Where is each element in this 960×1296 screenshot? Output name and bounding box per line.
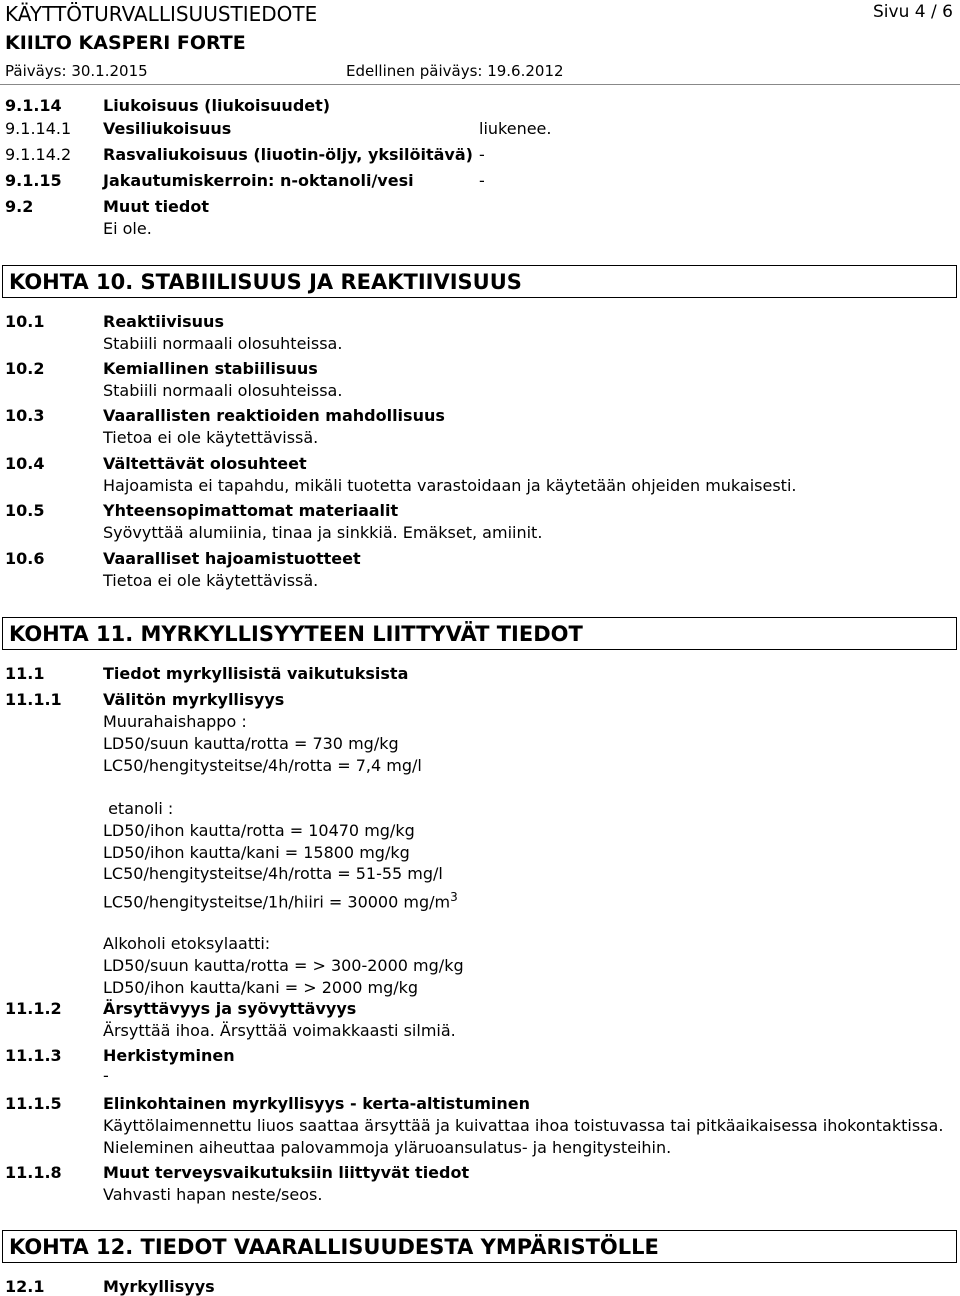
toxicity-line: LC50/hengitysteitse/4h/rotta = 51-55 mg/l — [103, 864, 443, 883]
section-12-heading: KOHTA 12. TIEDOT VAARALLISUUDESTA YMPÄRISTÖLLE — [2, 1230, 957, 1263]
toxicity-line-text: LC50/hengitysteitse/1h/hiiri = 30000 mg/m — [103, 892, 451, 912]
item-text: Tietoa ei ole käytettävissä. — [103, 428, 319, 447]
item-label: Elinkohtainen myrkyllisyys - kerta-altistuminen — [103, 1094, 531, 1113]
row-value: - — [479, 171, 485, 190]
item-label: Reaktiivisuus — [103, 312, 224, 331]
item-text: Tietoa ei ole käytettävissä. — [103, 571, 319, 590]
item-text: - — [103, 1066, 109, 1085]
row-value: liukenee. — [479, 119, 552, 138]
item-number: 10.6 — [5, 549, 45, 568]
superscript-3: 3 — [450, 890, 458, 904]
item-number: 10.4 — [5, 454, 45, 473]
issue-date: Päiväys: 30.1.2015 — [5, 62, 148, 80]
item-label: Vaarallisten reaktioiden mahdollisuus — [103, 406, 445, 425]
item-label: Muut terveysvaikutuksiin liittyvät tiedot — [103, 1163, 470, 1182]
item-number: 10.2 — [5, 359, 45, 378]
toxicity-line: Muurahaishappo : — [103, 712, 247, 731]
item-label: Ärsyttävyys ja syövyttävyys — [103, 999, 357, 1018]
item-text: Vahvasti hapan neste/seos. — [103, 1185, 323, 1204]
toxicity-line: LC50/hengitysteitse/4h/rotta = 7,4 mg/l — [103, 756, 422, 775]
row-number: 9.1.15 — [5, 171, 62, 190]
item-label: Välitön myrkyllisyys — [103, 690, 285, 709]
row-number: 9.1.14.2 — [5, 145, 72, 164]
toxicity-line: LD50/ihon kautta/kani = > 2000 mg/kg — [103, 978, 419, 997]
row-number: 9.2 — [5, 197, 34, 216]
page-number: Sivu 4 / 6 — [873, 2, 953, 22]
toxicity-line — [103, 890, 458, 911]
item-number: 11.1.5 — [5, 1094, 62, 1113]
item-label: Herkistyminen — [103, 1046, 235, 1065]
item-text: Stabiili normaali olosuhteissa. — [103, 381, 343, 400]
row-number: 9.1.14 — [5, 96, 62, 115]
item-number: 10.1 — [5, 312, 45, 331]
section-11-heading: KOHTA 11. MYRKYLLISYYTEEN LIITTYVÄT TIEDOT — [2, 617, 957, 650]
item-number: 11.1.1 — [5, 690, 62, 709]
row-label: Rasvaliukoisuus (liuotin-öljy, yksilöitävä) — [103, 145, 473, 164]
row-label: Muut tiedot — [103, 197, 209, 216]
toxicity-line: etanoli : — [103, 799, 174, 818]
item-text: Syövyttää alumiinia, tinaa ja sinkkiä. Emäkset, amiinit. — [103, 523, 543, 542]
item-number: 12.1 — [5, 1277, 45, 1296]
toxicity-line: Alkoholi etoksylaatti: — [103, 934, 271, 953]
toxicity-line: LD50/suun kautta/rotta = > 300-2000 mg/kg — [103, 956, 464, 975]
row-label: Vesiliukoisuus — [103, 119, 232, 138]
row-value: - — [479, 145, 485, 164]
item-label: Yhteensopimattomat materiaalit — [103, 501, 399, 520]
item-number: 11.1.3 — [5, 1046, 62, 1065]
item-label: Vaaralliset hajoamistuotteet — [103, 549, 361, 568]
toxicity-line: LD50/ihon kautta/rotta = 10470 mg/kg — [103, 821, 415, 840]
toxicity-line: LD50/suun kautta/rotta = 730 mg/kg — [103, 734, 399, 753]
section-10-heading: KOHTA 10. STABIILISUUS JA REAKTIIVISUUS — [2, 265, 957, 298]
row-text: Ei ole. — [103, 219, 152, 238]
header-divider — [0, 84, 960, 85]
item-label: Vältettävät olosuhteet — [103, 454, 307, 473]
item-text: Käyttölaimennettu liuos saattaa ärsyttää ja kuivattaa ihoa toistuvassa tai pitkäaikaisessa ihokontaktissa. — [103, 1116, 944, 1135]
document-title: KÄYTTÖTURVALLISUUSTIEDOTE — [5, 2, 318, 26]
previous-date: Edellinen päiväys: 19.6.2012 — [346, 62, 564, 80]
item-label: Tiedot myrkyllisistä vaikutuksista — [103, 664, 409, 683]
item-text: Stabiili normaali olosuhteissa. — [103, 334, 343, 353]
row-number: 9.1.14.1 — [5, 119, 72, 138]
item-label: Kemiallinen stabiilisuus — [103, 359, 318, 378]
item-text: Ärsyttää ihoa. Ärsyttää voimakkaasti silmiä. — [103, 1021, 456, 1040]
row-label: Jakautumiskerroin: n-oktanoli/vesi — [103, 171, 414, 190]
item-text: Hajoamista ei tapahdu, mikäli tuotetta varastoidaan ja käytetään ohjeiden mukaisesti. — [103, 476, 797, 495]
item-label: Myrkyllisyys — [103, 1277, 215, 1296]
row-label: Liukoisuus (liukoisuudet) — [103, 96, 331, 115]
item-number: 11.1 — [5, 664, 45, 683]
item-number: 10.3 — [5, 406, 45, 425]
product-name: KIILTO KASPERI FORTE — [5, 32, 246, 54]
item-text: Nieleminen aiheuttaa palovammoja yläruoansulatus- ja hengitysteihin. — [103, 1138, 672, 1157]
item-number: 11.1.2 — [5, 999, 62, 1018]
toxicity-line: LD50/ihon kautta/kani = 15800 mg/kg — [103, 843, 410, 862]
item-number: 11.1.8 — [5, 1163, 62, 1182]
item-number: 10.5 — [5, 501, 45, 520]
